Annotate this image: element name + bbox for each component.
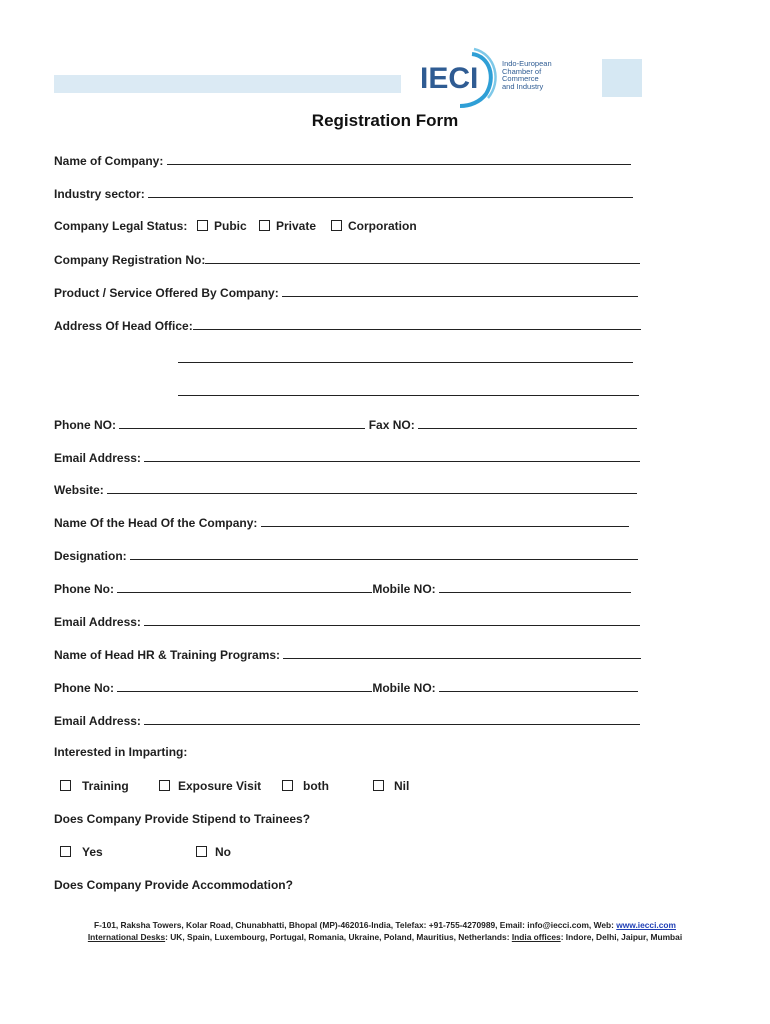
phone-fax-row: [54, 417, 637, 432]
footer-web-link[interactable]: www.iecci.com: [616, 920, 676, 930]
industry-sector-label: Industry sector:: [54, 187, 145, 201]
interested-exposure-visit[interactable]: Exposure Visit: [159, 779, 261, 793]
email-row-2: [54, 614, 640, 629]
legal-status-corporation[interactable]: Corporation: [331, 219, 417, 233]
head-name-row: [54, 515, 629, 530]
footer: [0, 919, 770, 943]
footer-address-line: [0, 919, 770, 931]
interested-training[interactable]: Training: [60, 779, 129, 793]
checkbox-training[interactable]: [60, 780, 71, 791]
logo-caption: Indo-European Chamber of Commerce and Industry: [502, 59, 552, 91]
product-service-label: Product / Service Offered By Company:: [54, 286, 279, 300]
website-label: Website:: [54, 483, 104, 497]
address-row-3: [178, 384, 639, 399]
checkbox-pubic[interactable]: [197, 220, 208, 231]
footer-india-list: : Indore, Delhi, Jaipur, Mumbai: [560, 932, 683, 942]
checkbox-both[interactable]: [282, 780, 293, 791]
email-label: Email Address:: [54, 451, 141, 465]
checkbox-private[interactable]: [259, 220, 270, 231]
mobile-field-2[interactable]: [439, 680, 638, 692]
phone-label-3: Phone No:: [54, 681, 114, 695]
head-name-field[interactable]: [261, 515, 629, 527]
email-field[interactable]: [144, 450, 640, 462]
checkbox-stipend-yes[interactable]: [60, 846, 71, 857]
head-name-label: Name Of the Head Of the Company:: [54, 516, 258, 530]
stipend-no[interactable]: No: [196, 845, 231, 859]
phone-label-2: Phone No:: [54, 582, 114, 596]
stipend-yes[interactable]: Yes: [60, 845, 103, 859]
designation-label: Designation:: [54, 549, 127, 563]
address-field-1[interactable]: [193, 318, 641, 330]
interested-nil[interactable]: Nil: [373, 779, 409, 793]
email-field-2[interactable]: [144, 614, 640, 626]
address-field-2[interactable]: [178, 351, 633, 363]
phone-label: Phone NO:: [54, 418, 116, 432]
checkbox-stipend-no[interactable]: [196, 846, 207, 857]
website-field[interactable]: [107, 482, 637, 494]
legal-status-label: Company Legal Status:: [54, 219, 188, 233]
industry-sector-field[interactable]: [148, 186, 633, 198]
email-row-3: [54, 713, 640, 728]
header-band: [54, 75, 401, 93]
footer-intl-list: : UK, Spain, Luxembourg, Portugal, Romania, Ukraine, Poland, Mauritius, Netherlands:: [165, 932, 512, 942]
footer-address: F-101, Raksha Towers, Kolar Road, Chunabhatti, Bhopal (MP)-462016-India, Telefax: +91-755-4270989, Email: info@iecci.com, Web:: [94, 920, 617, 930]
product-service-row: [54, 285, 638, 300]
accommodation-question: Does Company Provide Accommodation?: [54, 878, 293, 892]
form-title: Registration Form: [311, 111, 459, 130]
email-label-3: Email Address:: [54, 714, 141, 728]
interested-label: Interested in Imparting:: [54, 745, 188, 759]
fax-label: Fax NO:: [368, 418, 415, 432]
address-row: [54, 318, 641, 333]
designation-field[interactable]: [130, 548, 638, 560]
phone-field-3[interactable]: [117, 680, 372, 692]
footer-offices-line: [0, 931, 770, 943]
company-name-row: [54, 153, 631, 168]
registration-no-label: Company Registration No:: [54, 253, 206, 267]
logo-mark-icon: [420, 46, 500, 110]
checkbox-nil[interactable]: [373, 780, 384, 791]
interested-both[interactable]: both: [282, 779, 329, 793]
email-label-2: Email Address:: [54, 615, 141, 629]
industry-sector-row: [54, 186, 633, 201]
head-hr-row: [54, 647, 641, 662]
head-hr-field[interactable]: [283, 647, 641, 659]
checkbox-corporation[interactable]: [331, 220, 342, 231]
mobile-field[interactable]: [439, 581, 631, 593]
ieci-logo: [420, 46, 570, 110]
legal-status-row: [54, 219, 187, 233]
mobile-label-2: Mobile NO:: [372, 681, 436, 695]
email-row: [54, 450, 640, 465]
address-row-2: [178, 351, 633, 366]
phone-mobile-row-2: [54, 680, 638, 695]
address-field-3[interactable]: [178, 384, 639, 396]
phone-field[interactable]: [119, 417, 365, 429]
designation-row: [54, 548, 638, 563]
checkbox-exposure-visit[interactable]: [159, 780, 170, 791]
corner-box: [602, 59, 642, 97]
footer-india-label: India offices: [511, 932, 561, 942]
fax-field[interactable]: [418, 417, 637, 429]
stipend-question: Does Company Provide Stipend to Trainees?: [54, 812, 311, 826]
footer-intl-label: International Desks: [87, 932, 166, 942]
email-field-3[interactable]: [144, 713, 640, 725]
company-name-label: Name of Company:: [54, 154, 164, 168]
registration-no-row: [54, 252, 640, 267]
legal-status-private[interactable]: Private: [259, 219, 316, 233]
company-name-field[interactable]: [167, 153, 631, 165]
phone-field-2[interactable]: [117, 581, 372, 593]
website-row: [54, 482, 637, 497]
legal-status-pubic[interactable]: Pubic: [197, 219, 247, 233]
head-hr-label: Name of Head HR & Training Programs:: [54, 648, 281, 662]
address-label: Address Of Head Office:: [54, 319, 193, 333]
product-service-field[interactable]: [282, 285, 638, 297]
mobile-label: Mobile NO:: [372, 582, 436, 596]
registration-no-field[interactable]: [205, 252, 640, 264]
logo-letters: IECI: [420, 62, 479, 95]
phone-mobile-row: [54, 581, 631, 596]
